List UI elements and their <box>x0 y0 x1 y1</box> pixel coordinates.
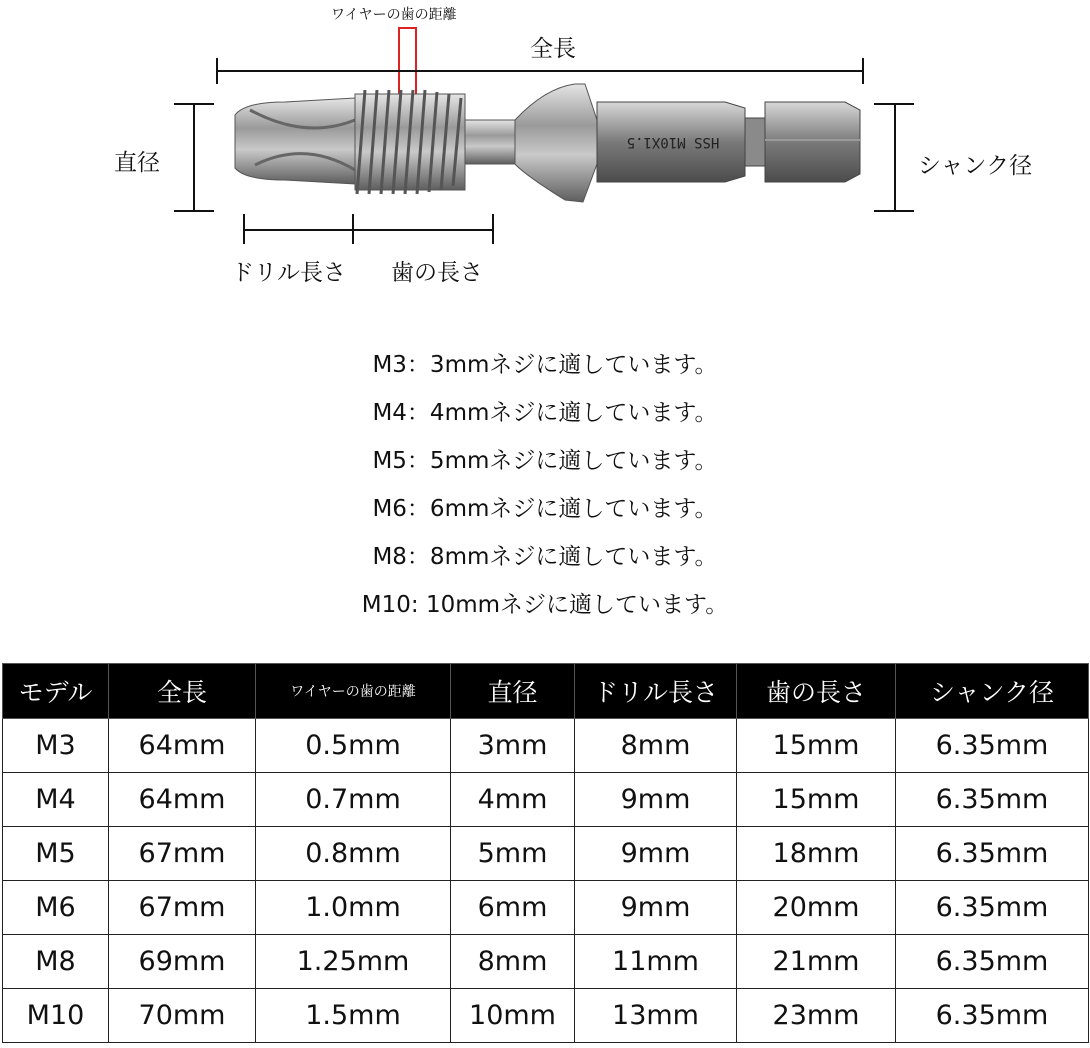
spec-line-m4: M4：4mmネジに適しています。 <box>372 400 718 426</box>
cell-model: M6 <box>3 881 109 935</box>
drill-bit-illustration <box>225 80 865 205</box>
cell-model: M4 <box>3 773 109 827</box>
cell-diameter: 3mm <box>451 719 575 773</box>
cell-model: M3 <box>3 719 109 773</box>
cell-tooth-length: 18mm <box>737 827 896 881</box>
drill-tooth-tick-mid <box>352 214 354 244</box>
header-diameter: 直径 <box>451 664 575 719</box>
cell-tooth-length: 15mm <box>737 773 896 827</box>
cell-diameter: 4mm <box>451 773 575 827</box>
cell-total-length: 69mm <box>109 935 256 989</box>
cell-drill-length: 8mm <box>575 719 737 773</box>
tooth-length-tick-right <box>492 214 494 244</box>
table-row <box>3 935 1089 989</box>
header-drill-length: ドリル長さ <box>575 664 737 719</box>
cell-drill-length: 11mm <box>575 935 737 989</box>
cell-drill-length: 13mm <box>575 989 737 1043</box>
cell-diameter: 10mm <box>451 989 575 1043</box>
spec-line-m6: M6：6mmネジに適しています。 <box>372 496 718 522</box>
spec-line-m3: M3：3mmネジに適しています。 <box>372 352 718 378</box>
shank-line <box>894 103 896 212</box>
drill-tooth-length-line <box>244 229 494 231</box>
cell-model: M8 <box>3 935 109 989</box>
cell-total-length: 67mm <box>109 881 256 935</box>
table-header-row <box>3 664 1089 719</box>
diameter-line <box>193 103 195 212</box>
table-row <box>3 827 1089 881</box>
thread-pitch-label: ワイヤーの歯の距離 <box>331 7 457 23</box>
header-model: モデル <box>3 664 109 719</box>
table-row <box>3 773 1089 827</box>
cell-tooth-length: 23mm <box>737 989 896 1043</box>
cell-total-length: 70mm <box>109 989 256 1043</box>
drill-length-label: ドリル長さ <box>231 260 346 286</box>
cell-tooth-length: 15mm <box>737 719 896 773</box>
spec-line-m8: M8：8mmネジに適しています。 <box>372 544 718 570</box>
cell-shank-diameter: 6.35mm <box>896 827 1089 881</box>
cell-model: M5 <box>3 827 109 881</box>
total-length-label: 全長 <box>530 36 576 62</box>
spec-line-m10: M10: 10mmネジに適しています。 <box>361 592 729 618</box>
shank-diameter-label: シャンク径 <box>918 153 1033 179</box>
cell-shank-diameter: 6.35mm <box>896 773 1089 827</box>
cell-total-length: 64mm <box>109 719 256 773</box>
header-shank-diameter: シャンク径 <box>896 664 1089 719</box>
cell-diameter: 5mm <box>451 827 575 881</box>
cell-shank-diameter: 6.35mm <box>896 881 1089 935</box>
cell-tooth-length: 21mm <box>737 935 896 989</box>
cell-drill-length: 9mm <box>575 881 737 935</box>
cell-diameter: 8mm <box>451 935 575 989</box>
cell-thread-pitch: 1.5mm <box>256 989 451 1043</box>
cell-thread-pitch: 0.5mm <box>256 719 451 773</box>
cell-diameter: 6mm <box>451 881 575 935</box>
cell-thread-pitch: 0.8mm <box>256 827 451 881</box>
cell-total-length: 67mm <box>109 827 256 881</box>
cell-shank-diameter: 6.35mm <box>896 719 1089 773</box>
cell-tooth-length: 20mm <box>737 881 896 935</box>
cell-total-length: 64mm <box>109 773 256 827</box>
cell-model: M10 <box>3 989 109 1043</box>
spec-line-m5: M5：5mmネジに適しています。 <box>372 448 718 474</box>
cell-shank-diameter: 6.35mm <box>896 935 1089 989</box>
cell-drill-length: 9mm <box>575 827 737 881</box>
cell-drill-length: 9mm <box>575 773 737 827</box>
header-total-length: 全長 <box>109 664 256 719</box>
cell-thread-pitch: 1.0mm <box>256 881 451 935</box>
pitch-marker-top <box>398 27 416 29</box>
cell-thread-pitch: 1.25mm <box>256 935 451 989</box>
total-length-tick-left <box>216 58 218 84</box>
step-cone <box>515 84 597 202</box>
table-row <box>3 719 1089 773</box>
cell-shank-diameter: 6.35mm <box>896 989 1089 1043</box>
drill-length-tick-left <box>243 214 245 244</box>
header-thread-pitch: ワイヤーの歯の距離 <box>256 664 451 719</box>
tooth-length-label: 歯の長さ <box>391 260 483 286</box>
total-length-line <box>217 70 864 72</box>
engraving-text: HSS M10X1.5 <box>626 134 720 150</box>
diameter-label: 直径 <box>114 150 160 176</box>
cell-thread-pitch: 0.7mm <box>256 773 451 827</box>
table-row <box>3 989 1089 1043</box>
spec-table <box>2 663 1089 1043</box>
header-tooth-length: 歯の長さ <box>737 664 896 719</box>
table-row <box>3 881 1089 935</box>
